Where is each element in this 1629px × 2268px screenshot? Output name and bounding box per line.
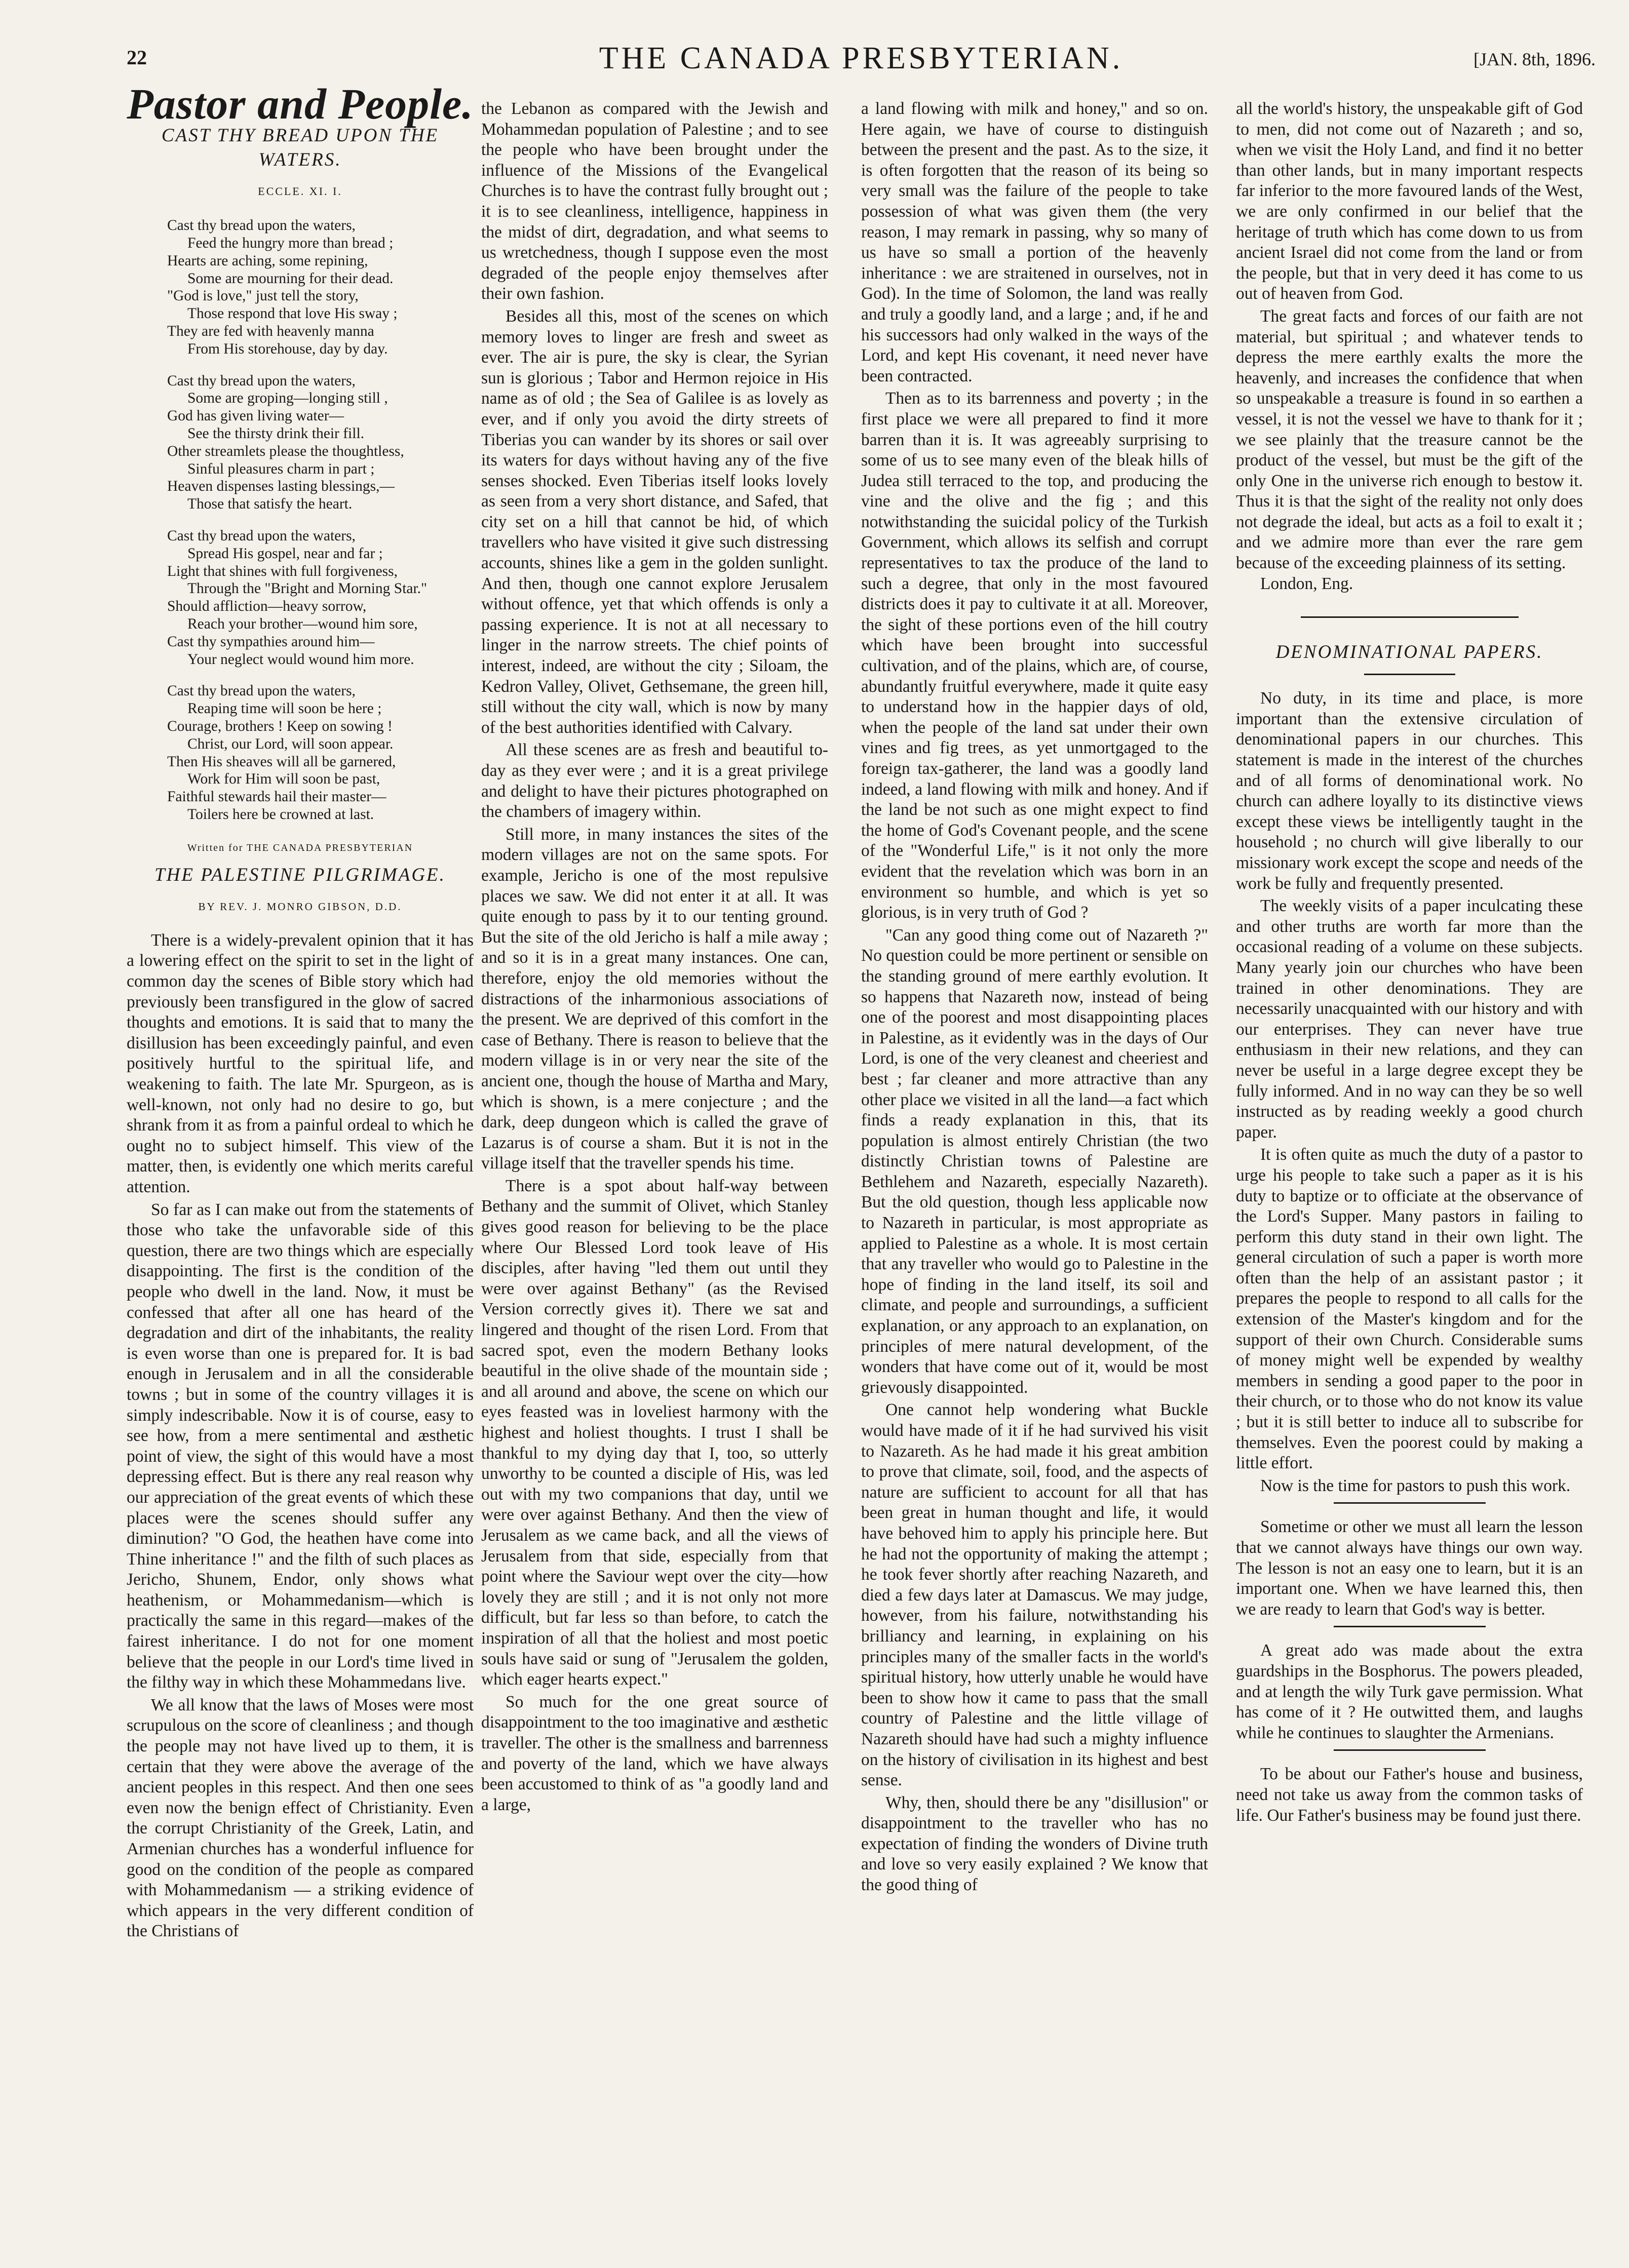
column-2 — [481, 99, 828, 1815]
column-3 — [861, 99, 1208, 1896]
article-paragraph: One cannot help wondering what Buckle would have made of it if he had survived his visit to Nazareth. As he had made it his great ambition to prove that climate, soil, food, and the aspects of nature are sufficient to account for all that has been great in human thought and life, it would have behoved him to apply his principle here. But he had not the opportunity of making the attempt ; he took fever shortly after reaching Nazareth, and died a few days later at Damascus. We may judge, however, from his failure, notwithstanding his brilliancy and learning, in explaining on his principles many of the smaller facts in the world's spiritual history, how utterly unable he would have been to show how it came to pass that the small country of Palestine and the little village of Nazareth should have had such a mighty influence on the history of civilisation in its highest and best sense. — [861, 1400, 1208, 1790]
article-credit: Written for THE CANADA PRESBYTERIAN — [187, 842, 413, 853]
article-paragraph: Besides all this, most of the scenes on which memory loves to linger are fresh and sweet as ever. The air is pure, the sky is clear, the Syrian sun is glorious ; Tabor and Hermon rejoice in His name as of old ; the Sea of Galilee is as lovely as ever, and if only you avoid the dirty streets of Tiberias you can wander by its shores or sail over its waters for days without having any of the five senses shocked. Even Tiberias itself looks lovely as seen from a very short distance, and Safed, that city set on a hill that cannot be hid, of which travellers who have visited it give such distressing accounts, shines like a gem in the golden sunlight. And then, though one cannot explore Jerusalem without offence, yet that which offends is only a passing experience. It is not at all necessary to linger in the narrow streets. The chief points of interest, indeed, are without the city ; Siloam, the Kedron Valley, Olivet, Gethsemane, the green hill, still without the city wall, which is now by many of the best authorities identified with Calvary. — [481, 306, 828, 737]
poem-stanza: Cast thy bread upon the waters, Spread His gospel, near and far ; Light that shines with full forgiveness, Through the "Bright and Morning Star." Should affliction—heavy sorrow, Reach your brother—wound him sore, Cast thy sympathies around him— Your neglect would wound him more. — [167, 527, 428, 668]
article-paragraph: Now is the time for pastors to push this work. — [1260, 1476, 1571, 1495]
article-paragraph: No duty, in its time and place, is more important than the extensive circulation of denominational papers in our churches. This statement is made in the interest of the churches and of all forms of denominational work. No church can adhere loyally to its distinctive views except these views be intelligently taught in the household ; no church will give liberally to our missionary work except the scope and needs of the work be fully and frequently presented. — [1236, 689, 1583, 893]
article-paragraph: Why, then, should there be any "disillusion" or disappointment to the traveller who has no expectation of finding the wonders of Divine truth and love so very easily explained ? We know that the good thing of — [861, 1793, 1208, 1895]
article-paragraph: So much for the one great source of disappointment to the too imaginative and æsthetic traveller. The other is the smallness and barrenness and poverty of the land, which we have always been accustomed to think of as "a goodly land and a large, — [481, 1692, 828, 1814]
short-item: To be about our Father's house and business, need not take us away from the common tasks of life. Our Father's business may be found just there. — [1236, 1765, 1583, 1825]
page-number: 22 — [127, 46, 147, 69]
article-paragraph: It is often quite as much the duty of a pastor to urge his people to take such a paper as it is his duty to baptize or to officiate at the observance of the Lord's Supper. Many pastors in failing to perform this duty stand in their own light. The general circulation of such a paper is worth more often than the help of an assistant pastor ; it prepares the people to respond to all calls for the extension of the Master's kingdom and for the support of their own Church. Considerable sums of money might well be expended by wealthy members in sending a good paper to the poor in their church, or to those who do not know its value ; but it is still better to induce all to subscribe for themselves. Even the poorest could by making a little effort. — [1236, 1145, 1583, 1473]
masthead: THE CANADA PRESBYTERIAN. — [599, 41, 1123, 75]
issue-date: [JAN. 8th, 1896. — [1473, 49, 1596, 69]
article-signoff: London, Eng. — [1260, 574, 1353, 593]
article-paragraph: So far as I can make out from the statements of those who take the unfavorable side of this question, there are two things which are especially disappointing. The first is the condition of the people who dwell in the land. Now, it must be confessed that after all one has heard of the degradation and dirt of the inhabitants, the reality is even worse than one is prepared for. It is bad enough in Jerusalem and in all the considerable towns ; but in some of the country villages it is simply indescribable. Now it is of course, easy to see how, from a mere sentimental and æsthetic point of view, the sight of this would have a most depressing effect. But is there any real reason why our appreciation of the great events of which these places were the scenes should suffer any diminution? "O God, the heathen have come into Thine inheritance !" and the filth of such places as Jericho, Shunem, Endor, only shows what heathenism, or Mohammedanism—which is practically the same in this regard—makes of the fairest inheritance. I do not for one moment believe that the people in our Lord's time lived in the filthy way in which these Mohammedans live. — [127, 1200, 474, 1692]
poem-stanza: Cast thy bread upon the waters, Some are groping—longing still , God has given living water— See the thirsty drink their fill. Other streamlets please the thoughtless, Sinful pleasures charm in part ; Heaven dispenses lasting blessings,— Those that satisfy the heart. — [167, 372, 404, 513]
article-title: THE PALESTINE PILGRIMAGE. — [154, 865, 446, 886]
article-paragraph: There is a widely-prevalent opinion that it has a lowering effect on the spirit to set in the light of common day the scenes of Bible story which had previously been transfigured in the glow of sacred thoughts and emotions. It is said that to many the disillusion has been exceedingly painful, and even positively hurtful to the spiritual life, and weakening to faith. The late Mr. Spurgeon, as is well-known, not only had no desire to go, but shrank from it as from a painful ordeal to which he ought no to subject himself. This view of the matter, then, is evidently one which merits careful attention. — [127, 930, 474, 1196]
article-paragraph: the Lebanon as compared with the Jewish and Mohammedan population of Palestine ; and to see the people who have been brought under the influence of the Missions of the Evangelical Churches is to have the contrast fully brought out ; it is to see cleanliness, intelligence, happiness in the midst of dirt, degradation, and what seems to us wretchedness, though I suppose even the most degraded of the people enjoy themselves after their own fashion. — [481, 99, 828, 303]
column-1 — [127, 80, 474, 1942]
article-paragraph: There is a spot about half-way between Bethany and the summit of Olivet, which Stanley gives good reason for believing to be the place where Our Blessed Lord took leave of His disciples, after having "led them out until they were over against Bethany" (as the Revised Version correctly gives it). There we sat and lingered and thought of the risen Lord. From that sacred spot, even the modern Bethany looks beautiful in the olive shade of the mountain side ; and all around and above, the scene on which our eyes feasted was in loveliest harmony with the highest and holiest thoughts. I trust I shall be thankful to my dying day that I, too, so utterly unworthy to be counted a disciple of His, was led out with my two companions that day, until we were over against Bethany. And then the view of Jerusalem as we came back, and all the views of Jerusalem from that side, especially from that point where the Saviour wept over the city—how lovely they are still ; and it is not only not more difficult, but far less so than before, to catch the inspiration of all that the holiest and most poetic souls have said or sung of "Jerusalem the golden, which eager hearts expect." — [481, 1176, 828, 1689]
short-item: Sometime or other we must all learn the lesson that we cannot always have things our own way. The lesson is not an easy one to learn, but it is an important one. When we have learned this, then we are ready to learn that God's way is better. — [1236, 1517, 1583, 1619]
article-paragraph: "Can any good thing come out of Nazareth ?" No question could be more pertinent or sensible on the standing ground of mere earthly evolution. It so happens that Nazareth now, instead of being one of the poorest and most disappointing places in Palestine, as it evidently was in the days of Our Lord, is one of the very cleanest and cheeriest and best ; far cleaner and more attractive than any other place we visited in all the land—a fact which finds a ready explanation in this, that its population is almost entirely Christian (the two distinctly Christian towns of Palestine are Bethlehem and Nazareth, especially Nazareth). But the old question, though less applicable now to Nazareth in particular, is most appropriate as applied to Palestine as a whole. It is most certain that any traveller who would go to Palestine in the hope of finding in the land itself, its soil and climate, and people and surroundings, a sufficient explanation, or any approach to an explanation, on principles of mere natural development, of the wonders that have come out of it, would be most grievously disappointed. — [861, 925, 1208, 1397]
divider — [1364, 674, 1455, 675]
divider — [1334, 1502, 1486, 1504]
article-paragraph: All these scenes are as fresh and beautiful to-day as they ever were ; and it is a great privilege and delight to have their pictures photographed on the chambers of imagery within. — [481, 740, 828, 822]
article-paragraph: a land flowing with milk and honey," and so on. Here again, we have of course to distinguish between the present and the past. As to the size, it is often forgotten that the reason of its being so very small was the failure of the people to take possession of what was given them (the very reason, I may remark in passing, why so many of us have so small a portion of the heavenly inheritance : we are straitened in ourselves, not in God). In the time of Solomon, the land was really and truly a goodly land, and a large ; and, if he and his successors had only walked in the ways of the Lord, and kept His covenant, it need never have been contracted. — [861, 99, 1208, 385]
divider — [1334, 1626, 1486, 1627]
poem-stanza: Cast thy bread upon the waters, Feed the hungry more than bread ; Hearts are aching, some repining, Some are mourning for their dead. "God is love," just tell the story, Those respond that love His sway ; They are fed with heavenly manna From His storehouse, day by day. — [167, 217, 398, 357]
article-paragraph: all the world's history, the unspeakable gift of God to men, did not come out of Nazareth ; and so, when we visit the Holy Land, and find it no better than other lands, but in many important respects far inferior to the more favoured lands of the West, we are only confirmed in our belief that the heritage of truth which has come down to us from ancient Israel did not come from the land or from the people, but that in very deed it has come to us out of heaven from God. — [1236, 99, 1583, 303]
divider — [1334, 1749, 1486, 1751]
divider — [1301, 616, 1519, 618]
article-paragraph: The great facts and forces of our faith are not material, but spiritual ; and whatever tends to depress the mere earthly exalts the more the heavenly, and increases the confidence that when so unspeakable a treasure is found in so earthen a vessel, it is not the vessel we have to thank for it ; we see plainly that the treasure cannot be the product of the vessel, but must be the gift of the only One in the universe rich enough to bestow it. Thus it is that the sight of the reality not only does not degrade the ideal, but acts as a foil to exalt it ; and we admire more than ever the rare gem because of the exceeding plainness of its setting. — [1236, 306, 1583, 573]
department-heading: Pastor and People. — [127, 80, 474, 128]
article-title: DENOMINATIONAL PAPERS. — [1275, 642, 1543, 663]
article-byline: BY REV. J. MONRO GIBSON, D.D. — [198, 901, 402, 913]
poem-stanza: Cast thy bread upon the waters, Reaping time will soon be here ; Courage, brothers ! Keep on sowing ! Christ, our Lord, will soon appear. Then His sheaves will all be garnered, Work for Him will soon be past, Faithful stewards hail their master— Toilers here be crowned at last. — [167, 683, 396, 823]
article-paragraph: Then as to its barrenness and poverty ; in the first place we were all prepared to find it more barren than it is. It was agreeably surprising to some of us to see many even of the bleak hills of Judea still terraced to the top, and producing the vine and the olive and the fig ; and this notwithstanding the suicidal policy of the Turkish Government, which allows its selfish and corrupt representatives to tax the produce of the land to such a degree, that only in the most favoured districts does it pay to cultivate it at all. Moreover, the sight of these portions even of the hill coutry which have been brought into successful cultivation, and of the plains, which are, of course, abundantly fruitful everywhere, made it quite easy to understand how in the happier days of old, when the people of the land sat under their own vines and fig trees, as yet unmortgaged to the foreign tax-gatherer, the land was a goodly land indeed, a land flowing with milk and honey. And if the land be not such as one might expect to find the home of God's Covenant people, and the scene of the "Wonderful Life," is it not only the more evident that the revelation which was born in an environment so humble, and which is yet so glorious, is in very truth of God ? — [861, 389, 1208, 922]
article-paragraph: The weekly visits of a paper inculcating these and other truths are worth far more than the occasional reading of a volume on these subjects. Many yearly join our churches who have been trained in other denominations. They are necessarily unacquainted with our history and with our enterprises. They can never have true enthusiasm in their new relations, and they can never be useful in a large degree except they be fully informed. And in no way can they be so well instructed as by reading weekly a good church paper. — [1236, 896, 1583, 1142]
article-paragraph: We all know that the laws of Moses were most scrupulous on the score of cleanliness ; and though the people may not have lived up to them, it is certain that they were above the average of the ancient peoples in this respect. And then one sees even now the benign effect of Christianity. Even the corrupt Christianity of the Greek, Latin, and Armenian churches has a wonderful influence for good on the condition of the people as compared with Mohammedanism — a striking evidence of which appears in the very different condition of the Christians of — [127, 1695, 474, 1941]
poem-reference: ECCLE. XI. I. — [258, 184, 342, 198]
poem-title: CAST THY BREAD UPON THE WATERS. — [161, 125, 439, 170]
article-paragraph: Still more, in many instances the sites of the modern villages are not on the same spots. For example, Jericho is one of the most repulsive places we saw. We did not enter it at all. It was quite enough to pass by it to our tenting ground. But the site of the old Jericho is half a mile away ; and so it is in a great many instances. One can, therefore, enjoy the old memories without the distractions of the inharmonious associations of the present. We are deprived of this comfort in the case of Bethany. There is reason to believe that the modern village is in or very near the site of the ancient one, though the house of Martha and Mary, which is shown, is a mere conjecture ; and the dark, deep dungeon which is called the grave of Lazarus is of course a sham. But it is not in the village itself that the traveller spends his time. — [481, 825, 828, 1173]
short-item: A great ado was made about the extra guardships in the Bosphorus. The powers pleaded, and at length the wily Turk gave permission. What has come of it ? He outwitted them, and laughs while he continues to slaughter the Armenians. — [1236, 1641, 1583, 1742]
column-4 — [1236, 99, 1583, 1826]
